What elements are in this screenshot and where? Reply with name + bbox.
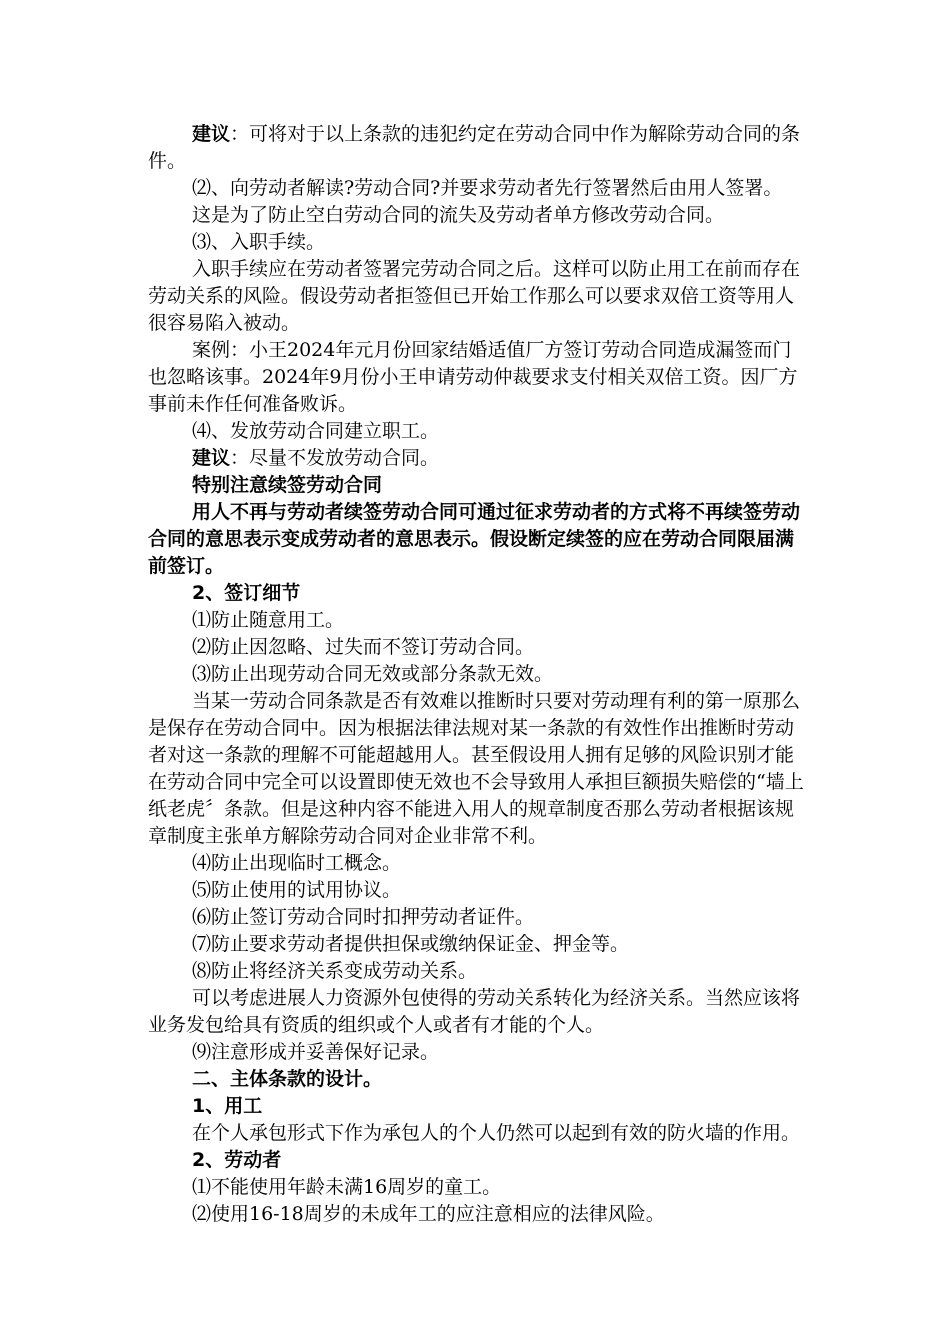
list-item: ⑴不能使用年龄未满16周岁的童工。 bbox=[192, 1176, 502, 1198]
paragraph-suggestion-1 bbox=[148, 121, 810, 175]
list-item: ⑼注意形成并妥善保好记录。 bbox=[192, 1041, 440, 1063]
paragraph-item-3: ⑶、入职手续。 bbox=[192, 231, 326, 253]
paragraph-case: 案例：小王2024年元月份回家结婚适值厂方签订劳动合同造成漏签而门也忽略该事。2024年9月份小王申请劳动仲裁要求支付相关双倍工资。因厂方事前未作任何准备败诉。 bbox=[148, 339, 798, 415]
document-page bbox=[148, 121, 810, 1228]
section-heading-renewal: 特别注意续签劳动合同 bbox=[192, 474, 383, 496]
paragraph-text: ：尽量不发放劳动合同。 bbox=[230, 447, 440, 469]
paragraph-item-4: ⑷、发放劳动合同建立职工。 bbox=[192, 420, 440, 442]
list-item: ⑴防止随意用工。 bbox=[192, 609, 345, 631]
list-item: ⑶防止出现劳动合同无效或部分条款无效。 bbox=[192, 663, 554, 685]
list-item: ⑷防止出现临时工概念。 bbox=[192, 852, 402, 874]
paragraph-item-2: ⑵、向劳动者解读?劳动合同?并要求劳动者先行签署然后由用人签署。 bbox=[192, 177, 783, 199]
paragraph-bold: 用人不再与劳动者续签劳动合同可通过征求劳动者的方式将不再续签劳动合同的意思表示变成劳动者的意思表示。假设断定续签的应在劳动合同限届满前签订。 bbox=[148, 501, 801, 577]
paragraph-text: ：可将对于以上条款的违犯约定在劳动合同中作为解除劳动合同的条件。 bbox=[148, 123, 801, 172]
section-heading-signing-details: 2、签订细节 bbox=[192, 582, 301, 604]
paragraph-text: 可以考虑进展人力资源外包使得的劳动关系转化为经济关系。当然应该将业务发包给具有资质的组织或个人或者有才能的个人。 bbox=[148, 987, 801, 1036]
paragraph-text: 在个人承包形式下作为承包人的个人仍然可以起到有效的防火墙的作用。 bbox=[192, 1122, 801, 1144]
list-item: ⑵防止因忽略、过失而不签订劳动合同。 bbox=[192, 636, 535, 658]
list-item: ⑻防止将经济关系变成劳动关系。 bbox=[192, 960, 478, 982]
suggestion-label: 建议 bbox=[192, 447, 231, 469]
list-item: ⑸防止使用的试用协议。 bbox=[192, 879, 402, 901]
section-heading-workers: 2、劳动者 bbox=[192, 1149, 282, 1171]
paragraph-suggestion-2 bbox=[148, 445, 810, 472]
section-heading-main-clauses: 二、主体条款的设计。 bbox=[192, 1068, 383, 1090]
paragraph-text: 这是为了防止空白劳动合同的流失及劳动者单方修改劳动合同。 bbox=[192, 204, 725, 226]
paragraph-text: 当某一劳动合同条款是否有效难以推断时只要对劳动理有利的第一原那么是保存在劳动合同中。因为根据法律法规对某一条款的有效性作出推断时劳动者对这一条款的理解不可能超越用人。甚至假设用人拥有足够的风险识别才能在劳动合同中完全可以设置即使无效也不会导致用人承担巨额损失赔偿的“墙上纸老虎〞条款。但是这种内容不能进入用人的规章制度否那么劳动者根据该规章制度主张单方解除劳动合同对企业非常不利。 bbox=[148, 690, 804, 847]
list-item: ⑵使用16-18周岁的未成年工的应注意相应的法律风险。 bbox=[192, 1203, 665, 1225]
list-item: ⑹防止签订劳动合同时扣押劳动者证件。 bbox=[192, 906, 535, 928]
paragraph-text: 入职手续应在劳动者签署完劳动合同之后。这样可以防止用工在前而存在劳动关系的风险。假设劳动者拒签但已开始工作那么可以要求双倍工资等用人很容易陷入被动。 bbox=[148, 258, 801, 334]
section-heading-employment: 1、用工 bbox=[192, 1095, 263, 1117]
list-item: ⑺防止要求劳动者提供担保或缴纳保证金、押金等。 bbox=[192, 933, 630, 955]
suggestion-label: 建议 bbox=[192, 123, 231, 145]
